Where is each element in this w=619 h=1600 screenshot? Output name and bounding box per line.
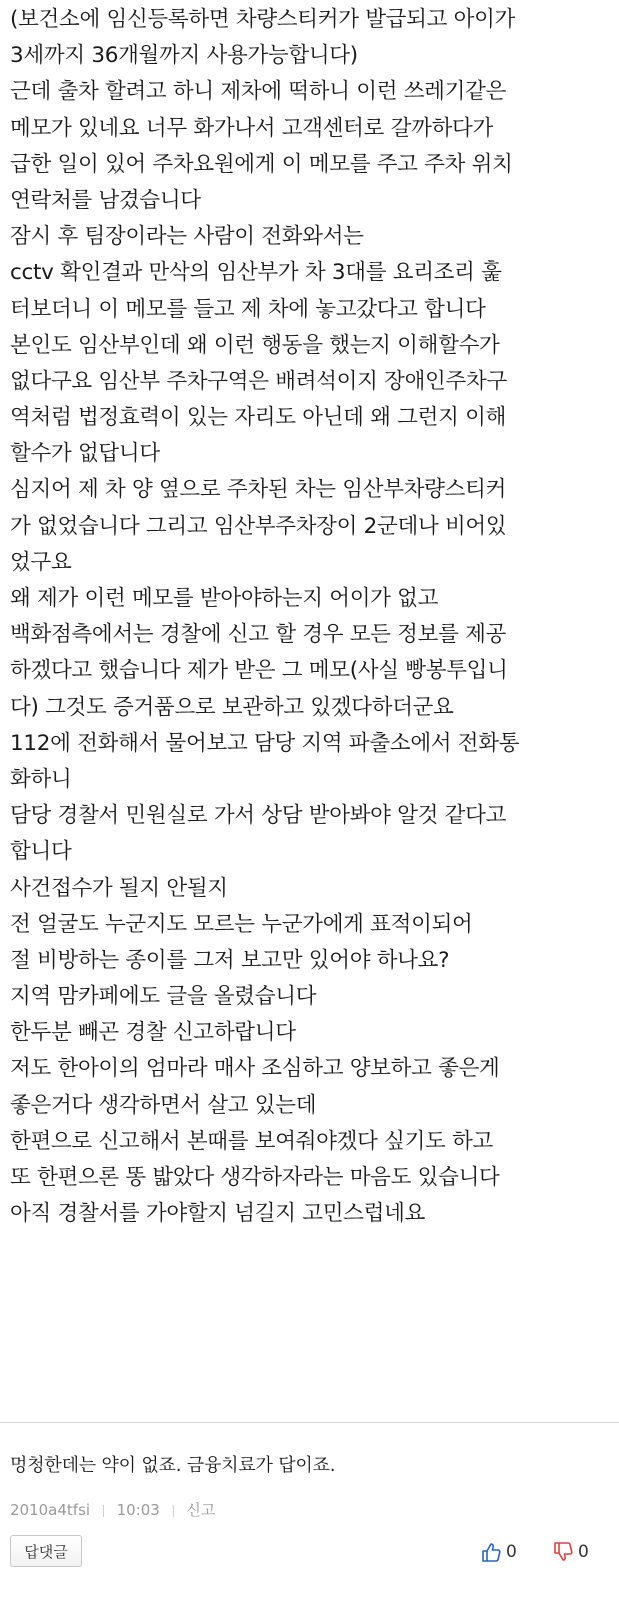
post-line: (보건소에 임신등록하면 차량스티커가 발급되고 아이가: [10, 7, 516, 32]
post-line: 본인도 임산부인데 왜 이런 행동을 했는지 이해할수가: [10, 332, 500, 358]
downvote-count: 0: [578, 1542, 589, 1562]
downvote-button[interactable]: [552, 1540, 589, 1564]
post-line: 메모가 있네요 너무 화가나서 고객센터로 갈까하다가: [10, 115, 493, 141]
post-line: 없다구요 임산부 주차구역은 배려석이지 장애인주차구: [10, 368, 507, 394]
comment: [0, 1423, 619, 1600]
post-line: 절 비방하는 종이를 그저 보고만 있어야 하나요?: [10, 947, 450, 973]
post-line: 역처럼 법정효력이 있는 자리도 아닌데 왜 그런지 이해: [10, 405, 507, 431]
post-line: 담당 경찰서 민원실로 가서 상담 받아봐야 알것 같다고: [10, 803, 507, 829]
comment-author[interactable]: 2010a4tfsi: [10, 1501, 91, 1519]
comment-meta: [10, 1499, 215, 1520]
post-line: 급한 일이 있어 주차요원에게 이 메모를 주고 주차 위치: [10, 151, 513, 177]
post-line: 연락처를 남겼습니다: [10, 187, 201, 213]
post-line: 또 한편으론 똥 밟았다 생각하자라는 마음도 있습니다: [10, 1165, 500, 1190]
post-body: [10, 2, 614, 1232]
meta-separator: [103, 1505, 104, 1517]
post-line: 한두분 빼곤 경찰 신고하랍니다: [10, 1020, 296, 1046]
post-line: 사건접수가 될지 안될지: [10, 875, 228, 901]
post-line: cctv 확인결과 만삭의 임산부가 차 3대를 요리조리 훑: [10, 260, 502, 286]
report-link[interactable]: 신고: [186, 1501, 216, 1519]
thumbs-up-icon: [480, 1541, 502, 1563]
upvote-count: 0: [506, 1542, 517, 1562]
post-line: 터보더니 이 메모를 들고 제 차에 놓고갔다고 합니다: [10, 296, 486, 322]
post-line: 왜 제가 이런 메모를 받아야하는지 어이가 없고: [10, 586, 439, 611]
post-line: 다) 그것도 증거품으로 보관하고 있겠다하더군요: [10, 694, 454, 720]
post-line: 합니다: [10, 839, 72, 865]
post-line: 잠시 후 팀장이라는 사람이 전화와서는: [10, 224, 364, 250]
meta-separator: [173, 1505, 174, 1517]
post-line: 심지어 제 차 양 옆으로 주차된 차는 임산부차량스티커: [10, 477, 507, 503]
post-line: 112에 전화해서 물어보고 담당 지역 파출소에서 전화통: [10, 730, 520, 756]
post-line: 전 얼굴도 누군지도 모르는 누군가에게 표적이되어: [10, 911, 473, 937]
post-line: 하겠다고 했습니다 제가 받은 그 메모(사실 빵봉투입니: [10, 658, 508, 684]
post-line: 3세까지 36개월까지 사용가능합니다): [10, 43, 358, 69]
upvote-button[interactable]: [480, 1540, 517, 1564]
post-line: 화하니: [10, 766, 72, 792]
post-line: 백화점측에서는 경찰에 신고 할 경우 모든 정보를 제공: [10, 622, 507, 648]
comment-text: 멍청한데는 약이 없죠. 금융치료가 답이죠.: [10, 1455, 336, 1476]
post-line: 근데 출차 할려고 하니 제차에 떡하니 이런 쓰레기같은: [10, 79, 507, 105]
thumbs-down-icon: [552, 1541, 574, 1563]
post-line: 지역 맘카페에도 글을 올렸습니다: [10, 984, 317, 1010]
post-line: 한편으로 신고해서 본때를 보여줘야겠다 싶기도 하고: [10, 1128, 493, 1154]
post-line: 좋은거다 생각하면서 살고 있는데: [10, 1092, 317, 1118]
post-line: 저도 한아이의 엄마라 매사 조심하고 양보하고 좋은게: [10, 1056, 500, 1082]
post-line: 가 없었습니다 그리고 임산부주차장이 2군데나 비어있: [10, 513, 507, 539]
post-line: 할수가 없답니다: [10, 441, 160, 467]
post-line: 아직 경찰서를 가야할지 넘길지 고민스럽네요: [10, 1201, 426, 1227]
post-line: 었구요: [10, 549, 72, 575]
comment-time: 10:03: [116, 1501, 160, 1519]
reply-button[interactable]: 답댓글: [10, 1535, 82, 1567]
